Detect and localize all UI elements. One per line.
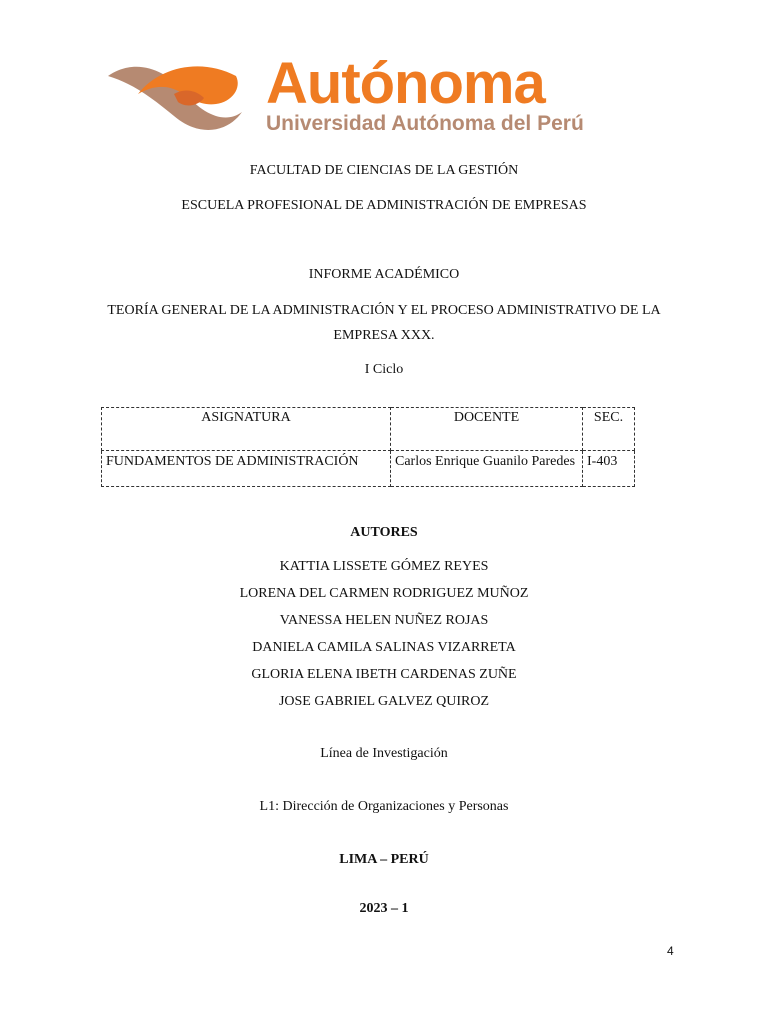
header-cell: ASIGNATURA: [102, 408, 391, 451]
teacher-cell: Carlos Enrique Guanilo Paredes: [391, 451, 583, 487]
research-line: L1: Dirección de Organizaciones y Personas: [259, 799, 509, 814]
report-title-line2: EMPRESA XXX.: [333, 328, 435, 343]
logo-subtitle: Universidad Autónoma del Perú: [266, 112, 584, 135]
logo-swoosh-icon: [104, 58, 244, 136]
author-name: JOSE GABRIEL GALVEZ QUIROZ: [278, 694, 490, 709]
table-row: [102, 451, 635, 487]
header-cell: DOCENTE: [391, 408, 583, 451]
logo-wordmark: Autónoma: [266, 51, 545, 116]
table-header-row: [102, 408, 635, 451]
school-title: ESCUELA PROFESIONAL DE ADMINISTRACIÓN DE EMPRESAS: [181, 198, 587, 213]
location-label: LIMA – PERÚ: [339, 852, 429, 867]
page-number: 4: [667, 944, 674, 958]
research-label: Línea de Investigación: [320, 746, 448, 761]
authors-heading: AUTORES: [350, 525, 418, 540]
author-name: VANESSA HELEN NUÑEZ ROJAS: [279, 613, 489, 628]
faculty-title: FACULTAD DE CIENCIAS DE LA GESTIÓN: [249, 163, 519, 178]
course-table: [101, 407, 635, 487]
cycle-label: I Ciclo: [364, 362, 404, 377]
university-logo: [104, 51, 584, 142]
report-type: INFORME ACADÉMICO: [308, 267, 460, 282]
subject-cell: FUNDAMENTOS DE ADMINISTRACIÓN: [102, 451, 391, 487]
author-name: KATTIA LISSETE GÓMEZ REYES: [279, 559, 489, 574]
year-label: 2023 – 1: [359, 901, 409, 916]
author-name: DANIELA CAMILA SALINAS VIZARRETA: [252, 640, 516, 655]
header-cell: SEC.: [583, 408, 635, 451]
author-name: GLORIA ELENA IBETH CARDENAS ZUÑE: [251, 667, 517, 682]
section-cell: I-403: [583, 451, 635, 487]
author-name: LORENA DEL CARMEN RODRIGUEZ MUÑOZ: [239, 586, 529, 601]
report-title-line1: TEORÍA GENERAL DE LA ADMINISTRACIÓN Y EL PROCESO ADMINISTRATIVO DE LA: [107, 303, 661, 318]
